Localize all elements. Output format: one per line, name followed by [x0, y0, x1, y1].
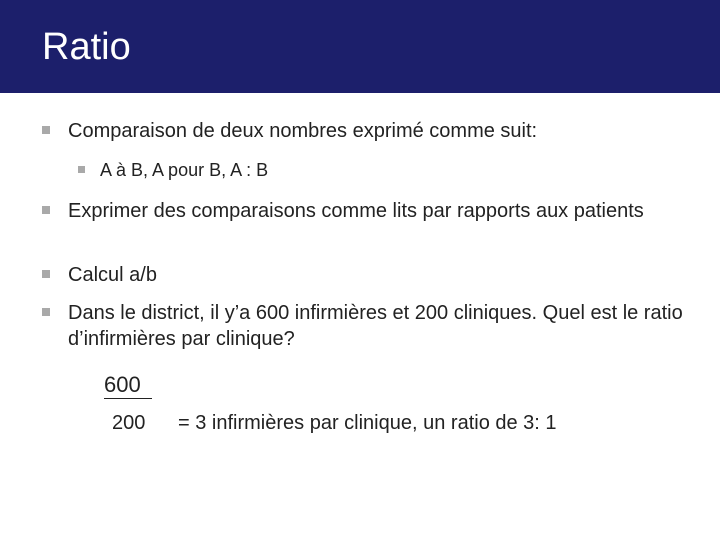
- sub-bullet-item: [100, 158, 660, 182]
- bullet-square-icon: [42, 270, 50, 278]
- sub-bullet-text: A à B, A pour B, A : B: [100, 160, 269, 180]
- bullet-item: [68, 118, 688, 144]
- bullet-square-icon: [78, 166, 85, 173]
- bullet-item: [68, 198, 678, 224]
- bullet-square-icon: [42, 126, 50, 134]
- fraction-result: = 3 infirmières par clinique, un ratio de 3: 1: [178, 412, 557, 434]
- bullet-square-icon: [42, 308, 50, 316]
- fraction-line: [104, 398, 152, 399]
- slide-title: Ratio: [42, 26, 131, 68]
- bullet-item: [68, 300, 688, 352]
- bullet-text: Dans le district, il y’a 600 infirmières et 200 cliniques. Quel est le ratio d’infirmières par clinique?: [68, 302, 683, 350]
- bullet-text: Calcul a/b: [68, 264, 157, 286]
- fraction-numerator: 600: [104, 372, 141, 397]
- bullet-text: Exprimer des comparaisons comme lits par rapports aux patients: [68, 200, 644, 222]
- bullet-item: [68, 262, 678, 288]
- bullet-text: Comparaison de deux nombres exprimé comme suit:: [68, 120, 538, 142]
- fraction-denominator: 200: [112, 412, 146, 434]
- title-bar: [0, 0, 720, 93]
- bullet-square-icon: [42, 206, 50, 214]
